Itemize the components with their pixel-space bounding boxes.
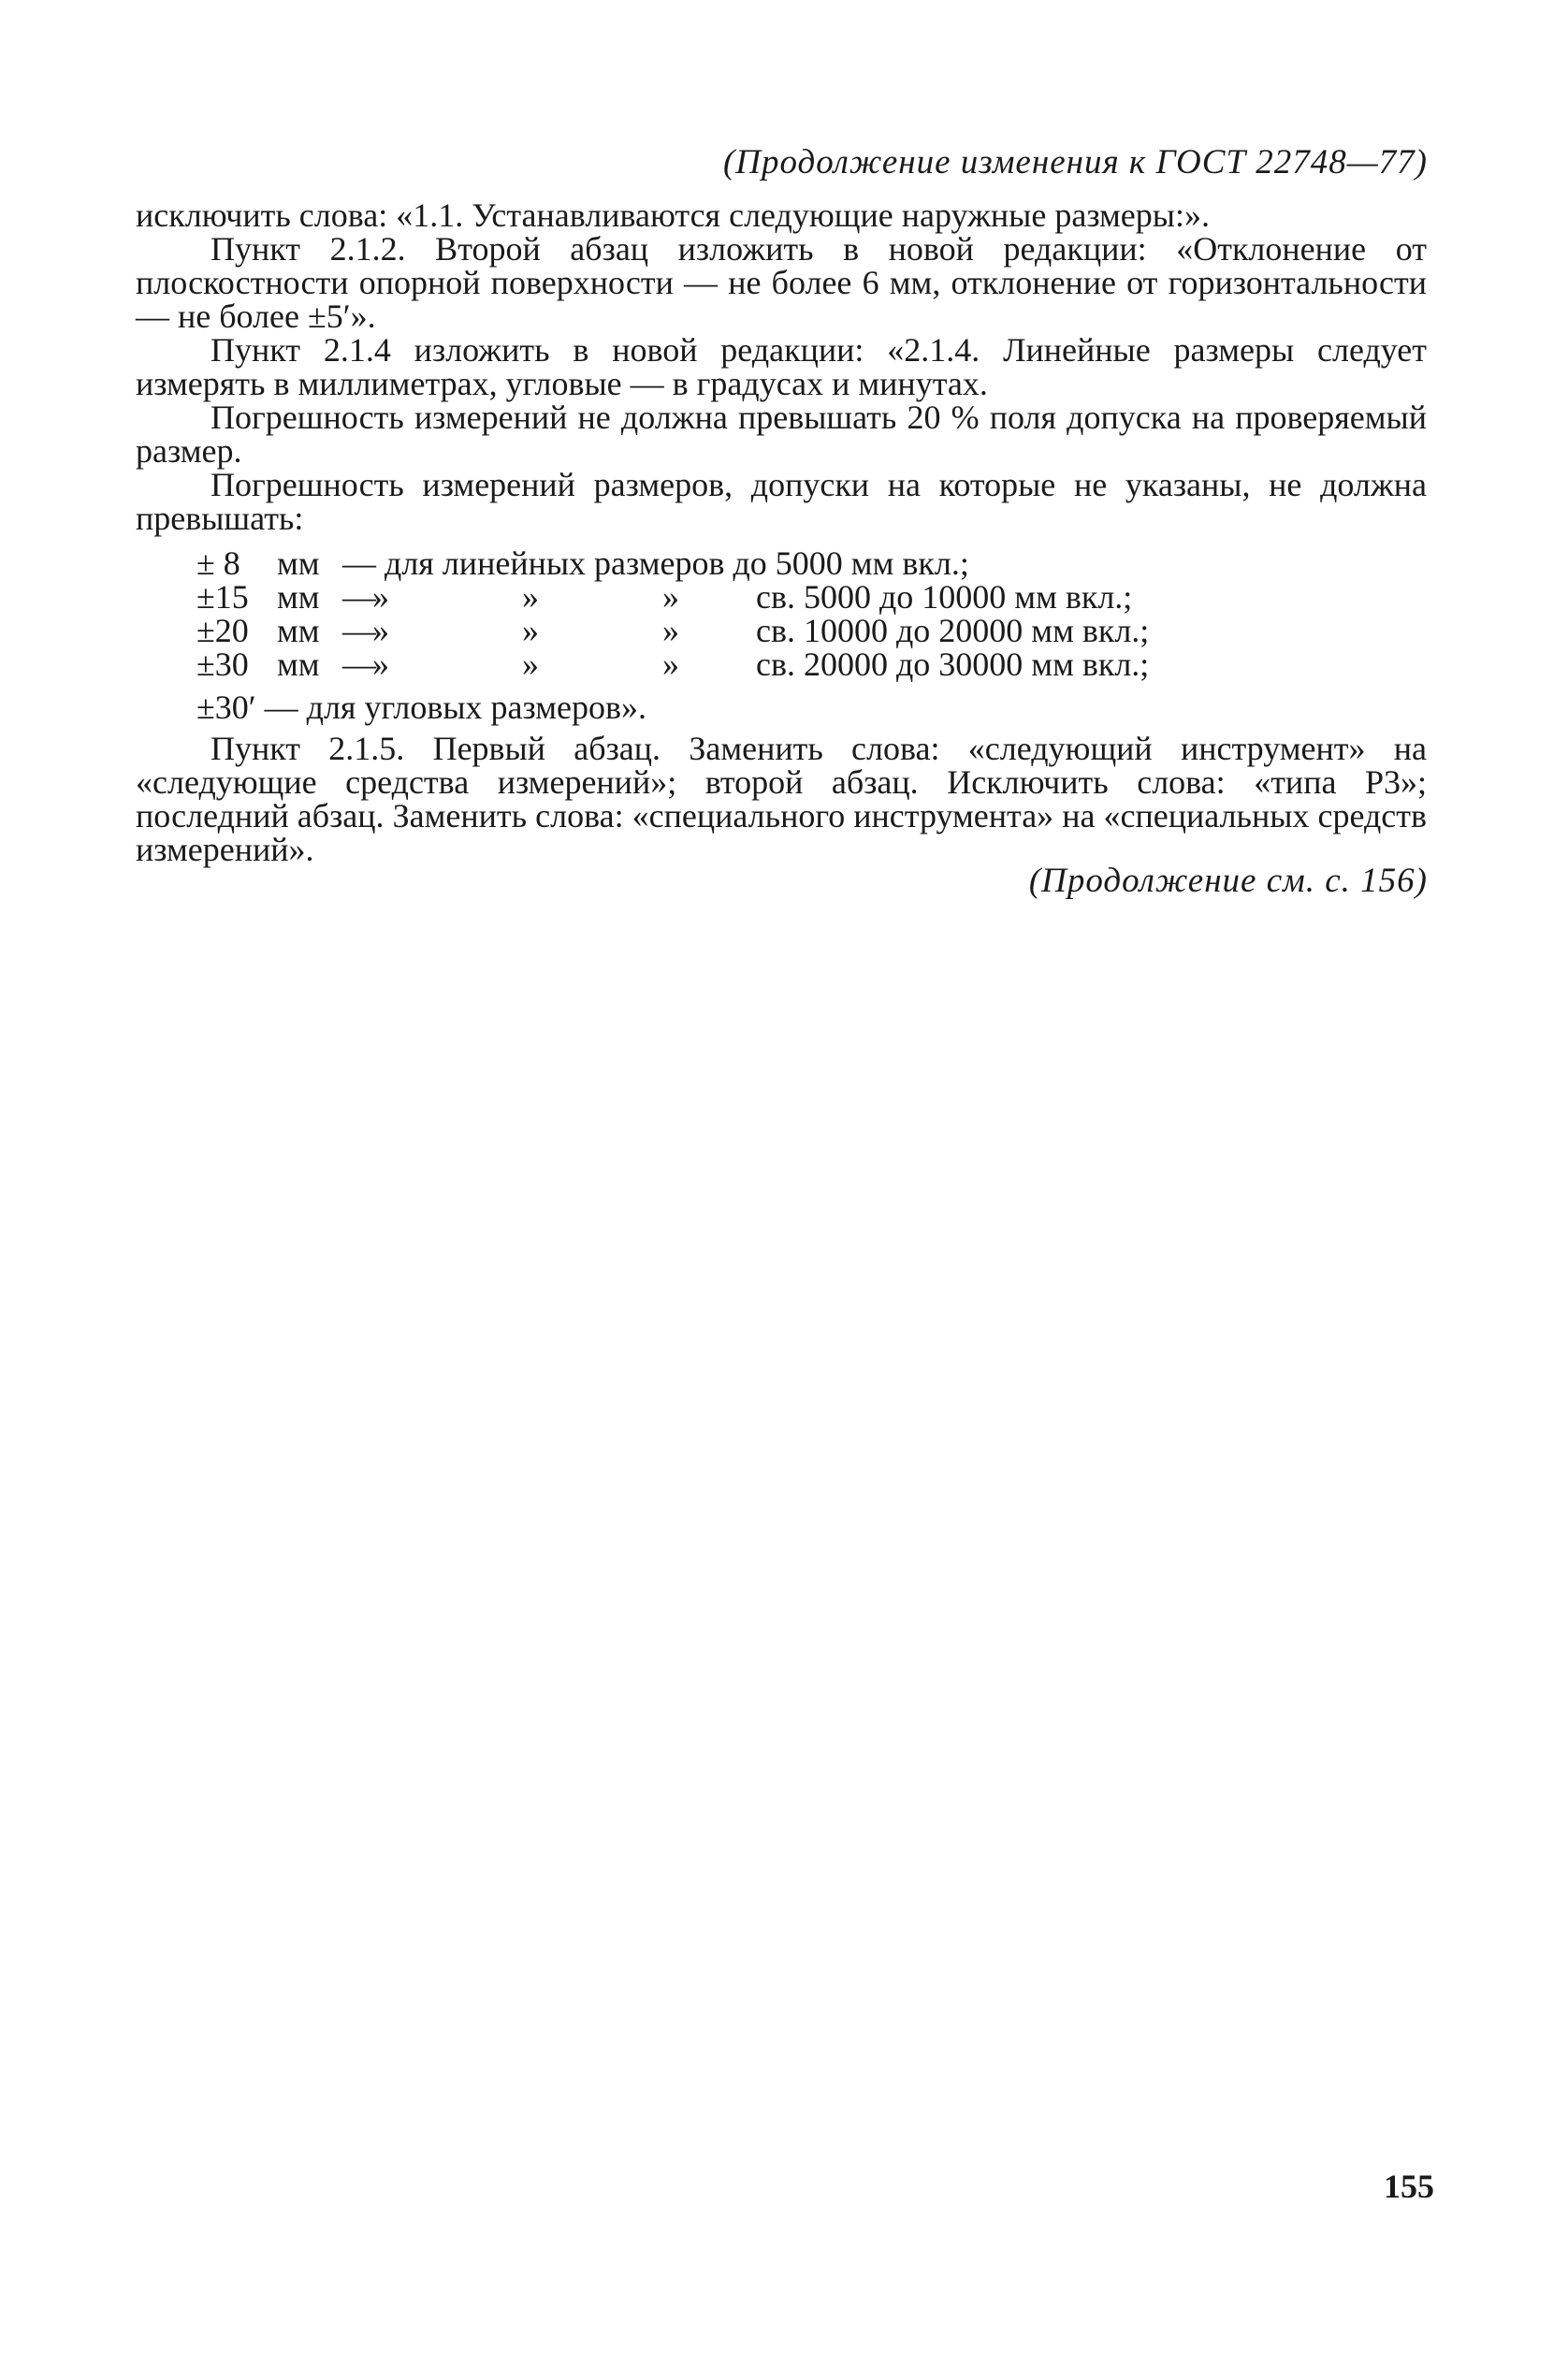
continuation-note: (Продолжение см. с. 156) bbox=[1028, 862, 1428, 900]
ditto-mark: » bbox=[372, 646, 389, 683]
paragraph-1: исключить слова: «1.1. Устанавливаются следующие наружные размеры:». bbox=[136, 196, 1210, 234]
paragraph-5: Погрешность измерений размеров, допуски на которые не указаны, не должна превышать: bbox=[136, 466, 1427, 537]
document-body bbox=[136, 198, 1427, 866]
tolerance-dash: — bbox=[342, 612, 376, 649]
tolerance-value: ±30 bbox=[196, 646, 249, 683]
tolerance-row bbox=[136, 580, 1427, 614]
tolerance-dash: — bbox=[342, 578, 376, 616]
angle-tolerance-line: ±30′ — для угловых размеров». bbox=[196, 689, 647, 726]
tolerance-description: — для линейных размеров до 5000 мм вкл.; bbox=[342, 544, 969, 582]
paragraph-2: Пункт 2.1.2. Второй абзац изложить в новой редакции: «Отклонение от плоскостности опорной поверхности — не более 6 мм, отклонение от горизонтальности — не более ±5′». bbox=[136, 230, 1427, 335]
tolerance-row bbox=[136, 647, 1427, 681]
running-header: (Продолжение изменения к ГОСТ 22748—77) bbox=[722, 143, 1428, 181]
tolerance-unit: мм bbox=[277, 612, 320, 649]
paragraph-closing: Пункт 2.1.5. Первый абзац. Заменить слова: «следующий инструмент» на «следующие средства измерений»; второй абзац. Исключить слова: «типа Р3»; последний абзац. Заменить слова: «специального инструмента» на «специальных средств измерений». bbox=[136, 730, 1427, 868]
ditto-mark: » bbox=[522, 612, 539, 649]
tolerance-unit: мм bbox=[277, 646, 320, 683]
paragraph-4: Погрешность измерений не должна превышать 20 % поля допуска на проверяемый размер. bbox=[136, 399, 1427, 470]
ditto-mark: » bbox=[522, 578, 539, 616]
tolerance-unit: мм bbox=[277, 544, 320, 582]
tolerance-value: ± 8 bbox=[196, 544, 240, 582]
ditto-mark: » bbox=[662, 612, 679, 649]
tolerance-range: св. 20000 до 30000 мм вкл.; bbox=[756, 646, 1150, 683]
tolerance-range: св. 10000 до 20000 мм вкл.; bbox=[756, 612, 1150, 649]
tolerance-value: ±20 bbox=[196, 612, 249, 649]
paragraph-3: Пункт 2.1.4 изложить в новой редакции: «2.1.4. Линейные размеры следует измерять в миллиметрах, угловые — в градусах и минутах. bbox=[136, 331, 1427, 402]
tolerance-row bbox=[136, 546, 1427, 580]
tolerance-value: ±15 bbox=[196, 578, 249, 616]
page-number: 155 bbox=[1384, 2168, 1434, 2205]
ditto-mark: » bbox=[522, 646, 539, 683]
ditto-mark: » bbox=[372, 578, 389, 616]
tolerance-unit: мм bbox=[277, 578, 320, 616]
ditto-mark: » bbox=[372, 612, 389, 649]
ditto-mark: » bbox=[662, 646, 679, 683]
tolerance-row bbox=[136, 614, 1427, 647]
ditto-mark: » bbox=[662, 578, 679, 616]
tolerance-list bbox=[136, 546, 1427, 724]
tolerance-range: св. 5000 до 10000 мм вкл.; bbox=[756, 578, 1133, 616]
tolerance-dash: — bbox=[342, 646, 376, 683]
